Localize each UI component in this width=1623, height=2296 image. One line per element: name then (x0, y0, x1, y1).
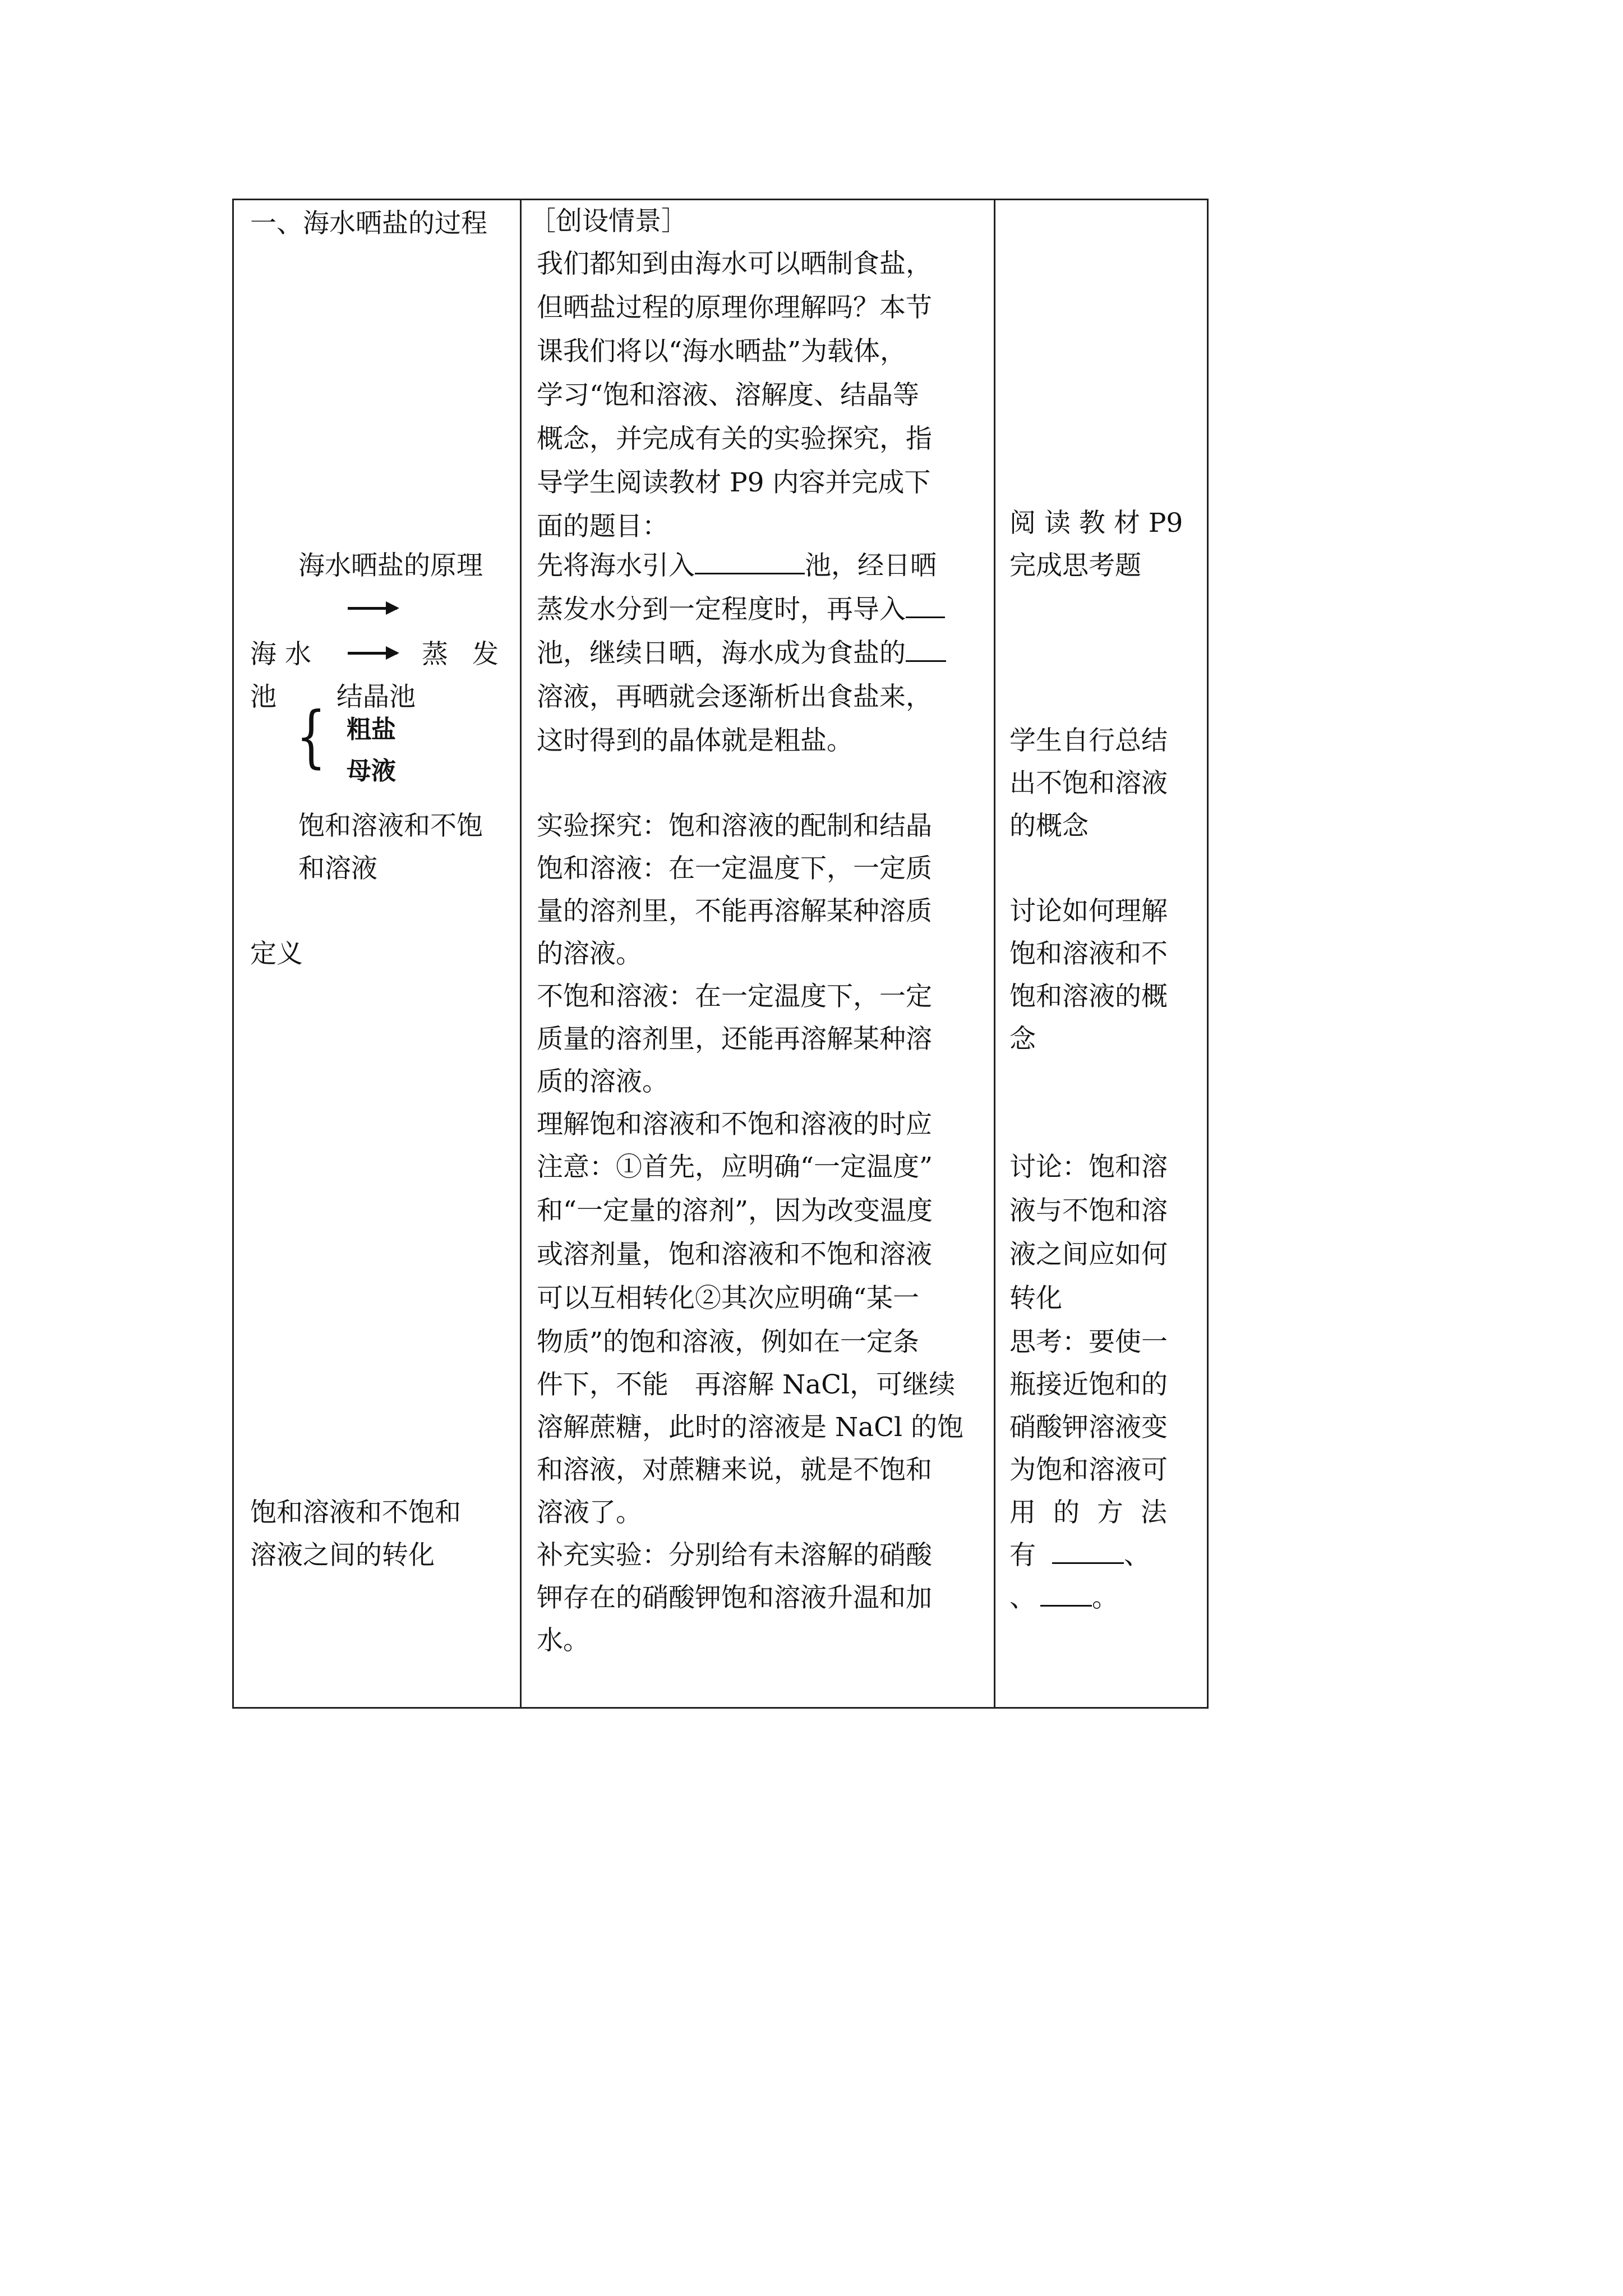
discussion-line: 液与不饱和溶 (1009, 1195, 1168, 1226)
note-line: 物质”的饱和溶液，例如在一定条 (537, 1327, 920, 1358)
think-line (1009, 1576, 1118, 1620)
unsaturated-definition: 不饱和溶液：在一定温度下，一定 (537, 981, 932, 1012)
note-line: 注意：①首先，应明确“一定温度” (537, 1152, 933, 1182)
column-divider-2 (994, 200, 995, 1707)
question-line: 溶液，再晒就会逐渐析出食盐来， (537, 682, 932, 712)
discussion-line: 念 (1009, 1024, 1036, 1055)
note-line: 理解饱和溶液和不饱和溶液的时应 (537, 1109, 932, 1140)
question-line: 这时得到的晶体就是粗盐。 (537, 725, 853, 756)
scenario-heading: ［创设情景］ (529, 206, 688, 237)
read-textbook-line: 完成思考题 (1009, 550, 1141, 581)
unsaturated-definition: 质的溶液。 (537, 1066, 668, 1097)
answer-blank (695, 547, 805, 574)
think-line: 瓶接近饱和的 (1009, 1369, 1168, 1400)
brace-icon: { (296, 698, 326, 776)
note-line: 和“一定量的溶剂”，因为改变温度 (537, 1195, 933, 1226)
principle-label: 海水晒盐的原理 (298, 550, 483, 581)
note-line: 溶解蔗糖，此时的溶液是 NaCl 的饱 (537, 1412, 964, 1443)
discussion-line: 讨论：饱和溶 (1009, 1152, 1168, 1182)
arrow-icon (348, 607, 397, 610)
conversion-topic-line1: 饱和溶液和不饱和 (250, 1497, 461, 1528)
intro-line: 课我们将以“海水晒盐”为载体， (537, 336, 907, 367)
think-line: 硝酸钾溶液变 (1009, 1412, 1168, 1443)
discussion-line: 转化 (1009, 1283, 1062, 1314)
note-line: 和溶液，对蔗糖来说，就是不饱和 (537, 1455, 932, 1485)
saturated-definition: 的溶液。 (537, 938, 642, 969)
answer-blank (1052, 1537, 1124, 1564)
saturated-topic-line1: 饱和溶液和不饱 (298, 811, 483, 841)
think-text: 、 (1123, 1540, 1150, 1571)
summary-line: 的概念 (1009, 811, 1089, 841)
intro-line: 我们都知到由海水可以晒制食盐， (537, 249, 932, 279)
flow-crystallization-pool: 结晶池 (336, 682, 416, 712)
experiment-title: 实验探究：饱和溶液的配制和结晶 (537, 811, 932, 841)
discussion-line: 液之间应如何 (1009, 1239, 1168, 1270)
section-heading: 一、海水晒盐的过程 (250, 208, 487, 239)
think-line: 思考：要使一 (1009, 1327, 1168, 1358)
question-text: 池，继续日晒，海水成为食盐的 (537, 638, 906, 669)
intro-line: 导学生阅读教材 P9 内容并完成下 (537, 467, 931, 498)
flow-pool: 池 (250, 682, 276, 712)
discussion-line: 饱和溶液和不 (1009, 938, 1168, 969)
discussion-line: 讨论如何理解 (1009, 896, 1168, 927)
note-line: 或溶剂量，饱和溶液和不饱和溶液 (537, 1239, 932, 1270)
flow-seawater: 海 水 (250, 639, 311, 670)
saturated-definition: 量的溶剂里，不能再溶解某种溶质 (537, 896, 932, 927)
question-line (537, 632, 946, 675)
saturated-topic-line2: 和溶液 (298, 853, 377, 884)
think-line (1009, 1534, 1150, 1577)
think-text: 有 (1009, 1540, 1036, 1571)
flow-evaporate: 蒸 发 (422, 639, 506, 670)
summary-line: 学生自行总结 (1009, 725, 1168, 756)
discussion-line: 饱和溶液的概 (1009, 981, 1168, 1012)
definition-label: 定义 (250, 938, 303, 969)
mother-liquor-label: 母液 (347, 757, 396, 785)
intro-line: 学习“饱和溶液、溶解度、结晶等 (537, 380, 920, 411)
think-line: 用 的 方 法 (1009, 1497, 1172, 1528)
supplement-line: 钾存在的硝酸钾饱和溶液升温和加 (537, 1582, 932, 1613)
intro-line: 面的题目： (537, 511, 668, 542)
note-line: 件下，不能 再溶解 NaCl，可继续 (537, 1369, 956, 1400)
column-divider-1 (520, 200, 522, 1707)
note-line: 溶液了。 (537, 1497, 642, 1528)
question-line (537, 588, 945, 632)
think-line: 为饱和溶液可 (1009, 1455, 1168, 1485)
arrow-icon (348, 652, 397, 655)
crude-salt-label: 粗盐 (347, 715, 396, 744)
think-text: 、 (1009, 1582, 1036, 1613)
unsaturated-definition: 质量的溶剂里，还能再溶解某种溶 (537, 1024, 932, 1055)
intro-line: 概念，并完成有关的实验探究，指 (537, 424, 932, 454)
supplement-line: 补充实验：分别给有未溶解的硝酸 (537, 1540, 932, 1571)
answer-blank (1040, 1580, 1092, 1607)
think-text: 。 (1092, 1582, 1118, 1613)
note-line: 可以互相转化②其次应明确“某一 (537, 1283, 920, 1314)
saturated-definition: 饱和溶液：在一定温度下，一定质 (537, 853, 932, 884)
question-line (537, 544, 937, 588)
question-text: 池，经日晒 (805, 550, 937, 581)
read-textbook-line: 阅 读 教 材 P9 (1009, 508, 1183, 539)
intro-line: 但晒盐过程的原理你理解吗？本节 (537, 292, 932, 323)
answer-blank (906, 635, 946, 662)
summary-line: 出不饱和溶液 (1009, 768, 1168, 799)
question-text: 蒸发水分到一定程度时，再导入 (537, 594, 906, 625)
question-text: 先将海水引入 (537, 550, 695, 581)
answer-blank (906, 591, 945, 618)
conversion-topic-line2: 溶液之间的转化 (250, 1540, 435, 1571)
supplement-line: 水。 (537, 1625, 589, 1656)
